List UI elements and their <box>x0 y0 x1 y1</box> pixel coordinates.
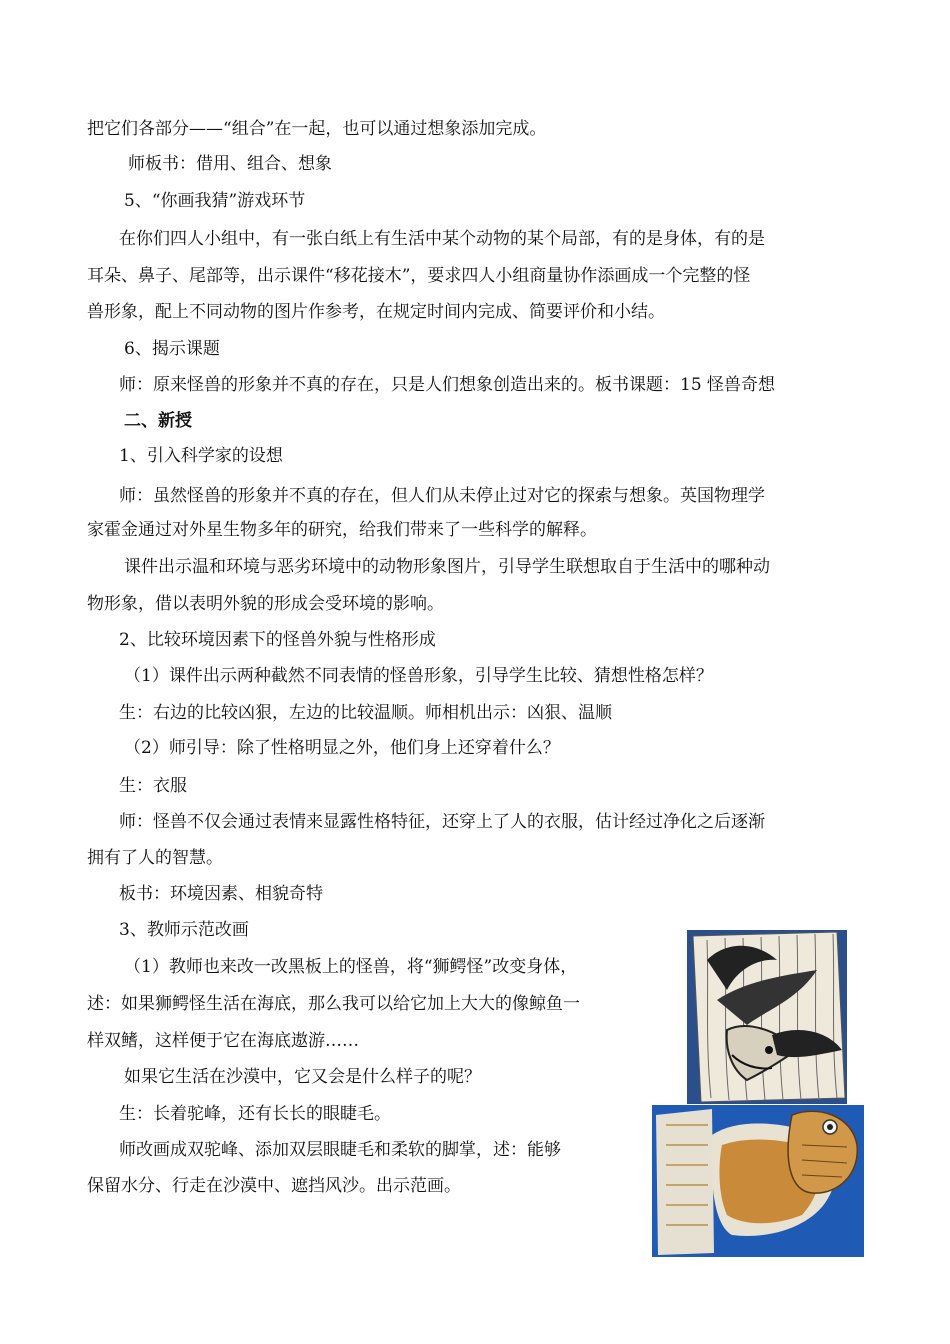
para-line-4: 在你们四人小组中，有一张白纸上有生活中某个动物的某个局部，有的是身体，有的是 <box>119 229 765 249</box>
para-line-11: 师：虽然怪兽的形象并不真的存在，但人们从未停止过对它的探索与想象。英国物理学 <box>119 486 765 506</box>
para-line-8: 师：原来怪兽的形象并不真的存在，只是人们想象创造出来的。板书课题：15 怪兽奇想 <box>119 375 776 395</box>
desert-camel-monster-drawing <box>652 1105 864 1257</box>
para-line-20: 师：怪兽不仅会通过表情来显露性格特征，还穿上了人的衣服，估计经过净化之后逐渐 <box>119 812 765 832</box>
para-line-7: 6、揭示课题 <box>124 339 220 359</box>
sea-monster-drawing <box>687 930 847 1104</box>
para-line-29: 师改画成双驼峰、添加双层眼睫毛和柔软的脚掌，述：能够 <box>119 1140 561 1160</box>
para-line-18: （2）师引导：除了性格明显之外，他们身上还穿着什么？ <box>124 738 560 758</box>
para-line-24: （1）教师也来改一改黑板上的怪兽，将“狮鳄怪”改变身体， <box>124 957 578 977</box>
para-line-19: 生：衣服 <box>119 776 187 796</box>
para-line-21: 拥有了人的智慧。 <box>87 848 223 868</box>
para-line-17: 生：右边的比较凶狠，左边的比较温顺。师相机出示：凶狠、温顺 <box>119 703 612 723</box>
section-heading: 二、新授 <box>124 411 192 431</box>
para-line-3: 5、“你画我猜”游戏环节 <box>124 191 306 211</box>
para-line-16: （1）课件出示两种截然不同表情的怪兽形象，引导学生比较、猜想性格怎样？ <box>124 666 713 686</box>
para-line-15: 2、比较环境因素下的怪兽外貌与性格形成 <box>119 630 436 650</box>
para-line-2: 师板书：借用、组合、想象 <box>128 154 332 174</box>
para-line-27: 如果它生活在沙漠中，它又会是什么样子的呢？ <box>124 1067 481 1087</box>
para-line-28: 生：长着驼峰，还有长长的眼睫毛。 <box>119 1104 391 1124</box>
para-line-10: 1、引入科学家的设想 <box>119 446 283 466</box>
para-line-30: 保留水分、行走在沙漠中、遮挡风沙。出示范画。 <box>87 1176 461 1196</box>
para-line-6: 兽形象，配上不同动物的图片作参考，在规定时间内完成、简要评价和小结。 <box>87 302 665 322</box>
para-line-25: 述：如果狮鳄怪生活在海底，那么我可以给它加上大大的像鲸鱼一 <box>87 994 580 1014</box>
para-line-13: 课件出示温和环境与恶劣环境中的动物形象图片，引导学生联想取自于生活中的哪种动 <box>124 557 770 577</box>
para-line-23: 3、教师示范改画 <box>119 920 249 940</box>
para-line-5: 耳朵、鼻子、尾部等，出示课件“移花接木”，要求四人小组商量协作添画成一个完整的怪 <box>87 266 751 286</box>
para-line-1: 把它们各部分——“组合”在一起，也可以通过想象添加完成。 <box>87 119 547 139</box>
para-line-22: 板书：环境因素、相貌奇特 <box>119 884 323 904</box>
para-line-14: 物形象，借以表明外貌的形成会受环境的影响。 <box>87 594 444 614</box>
para-line-26: 样双鳍，这样便于它在海底遨游…… <box>87 1031 359 1051</box>
para-line-12: 家霍金通过对外星生物多年的研究，给我们带来了一些科学的解释。 <box>87 520 597 540</box>
